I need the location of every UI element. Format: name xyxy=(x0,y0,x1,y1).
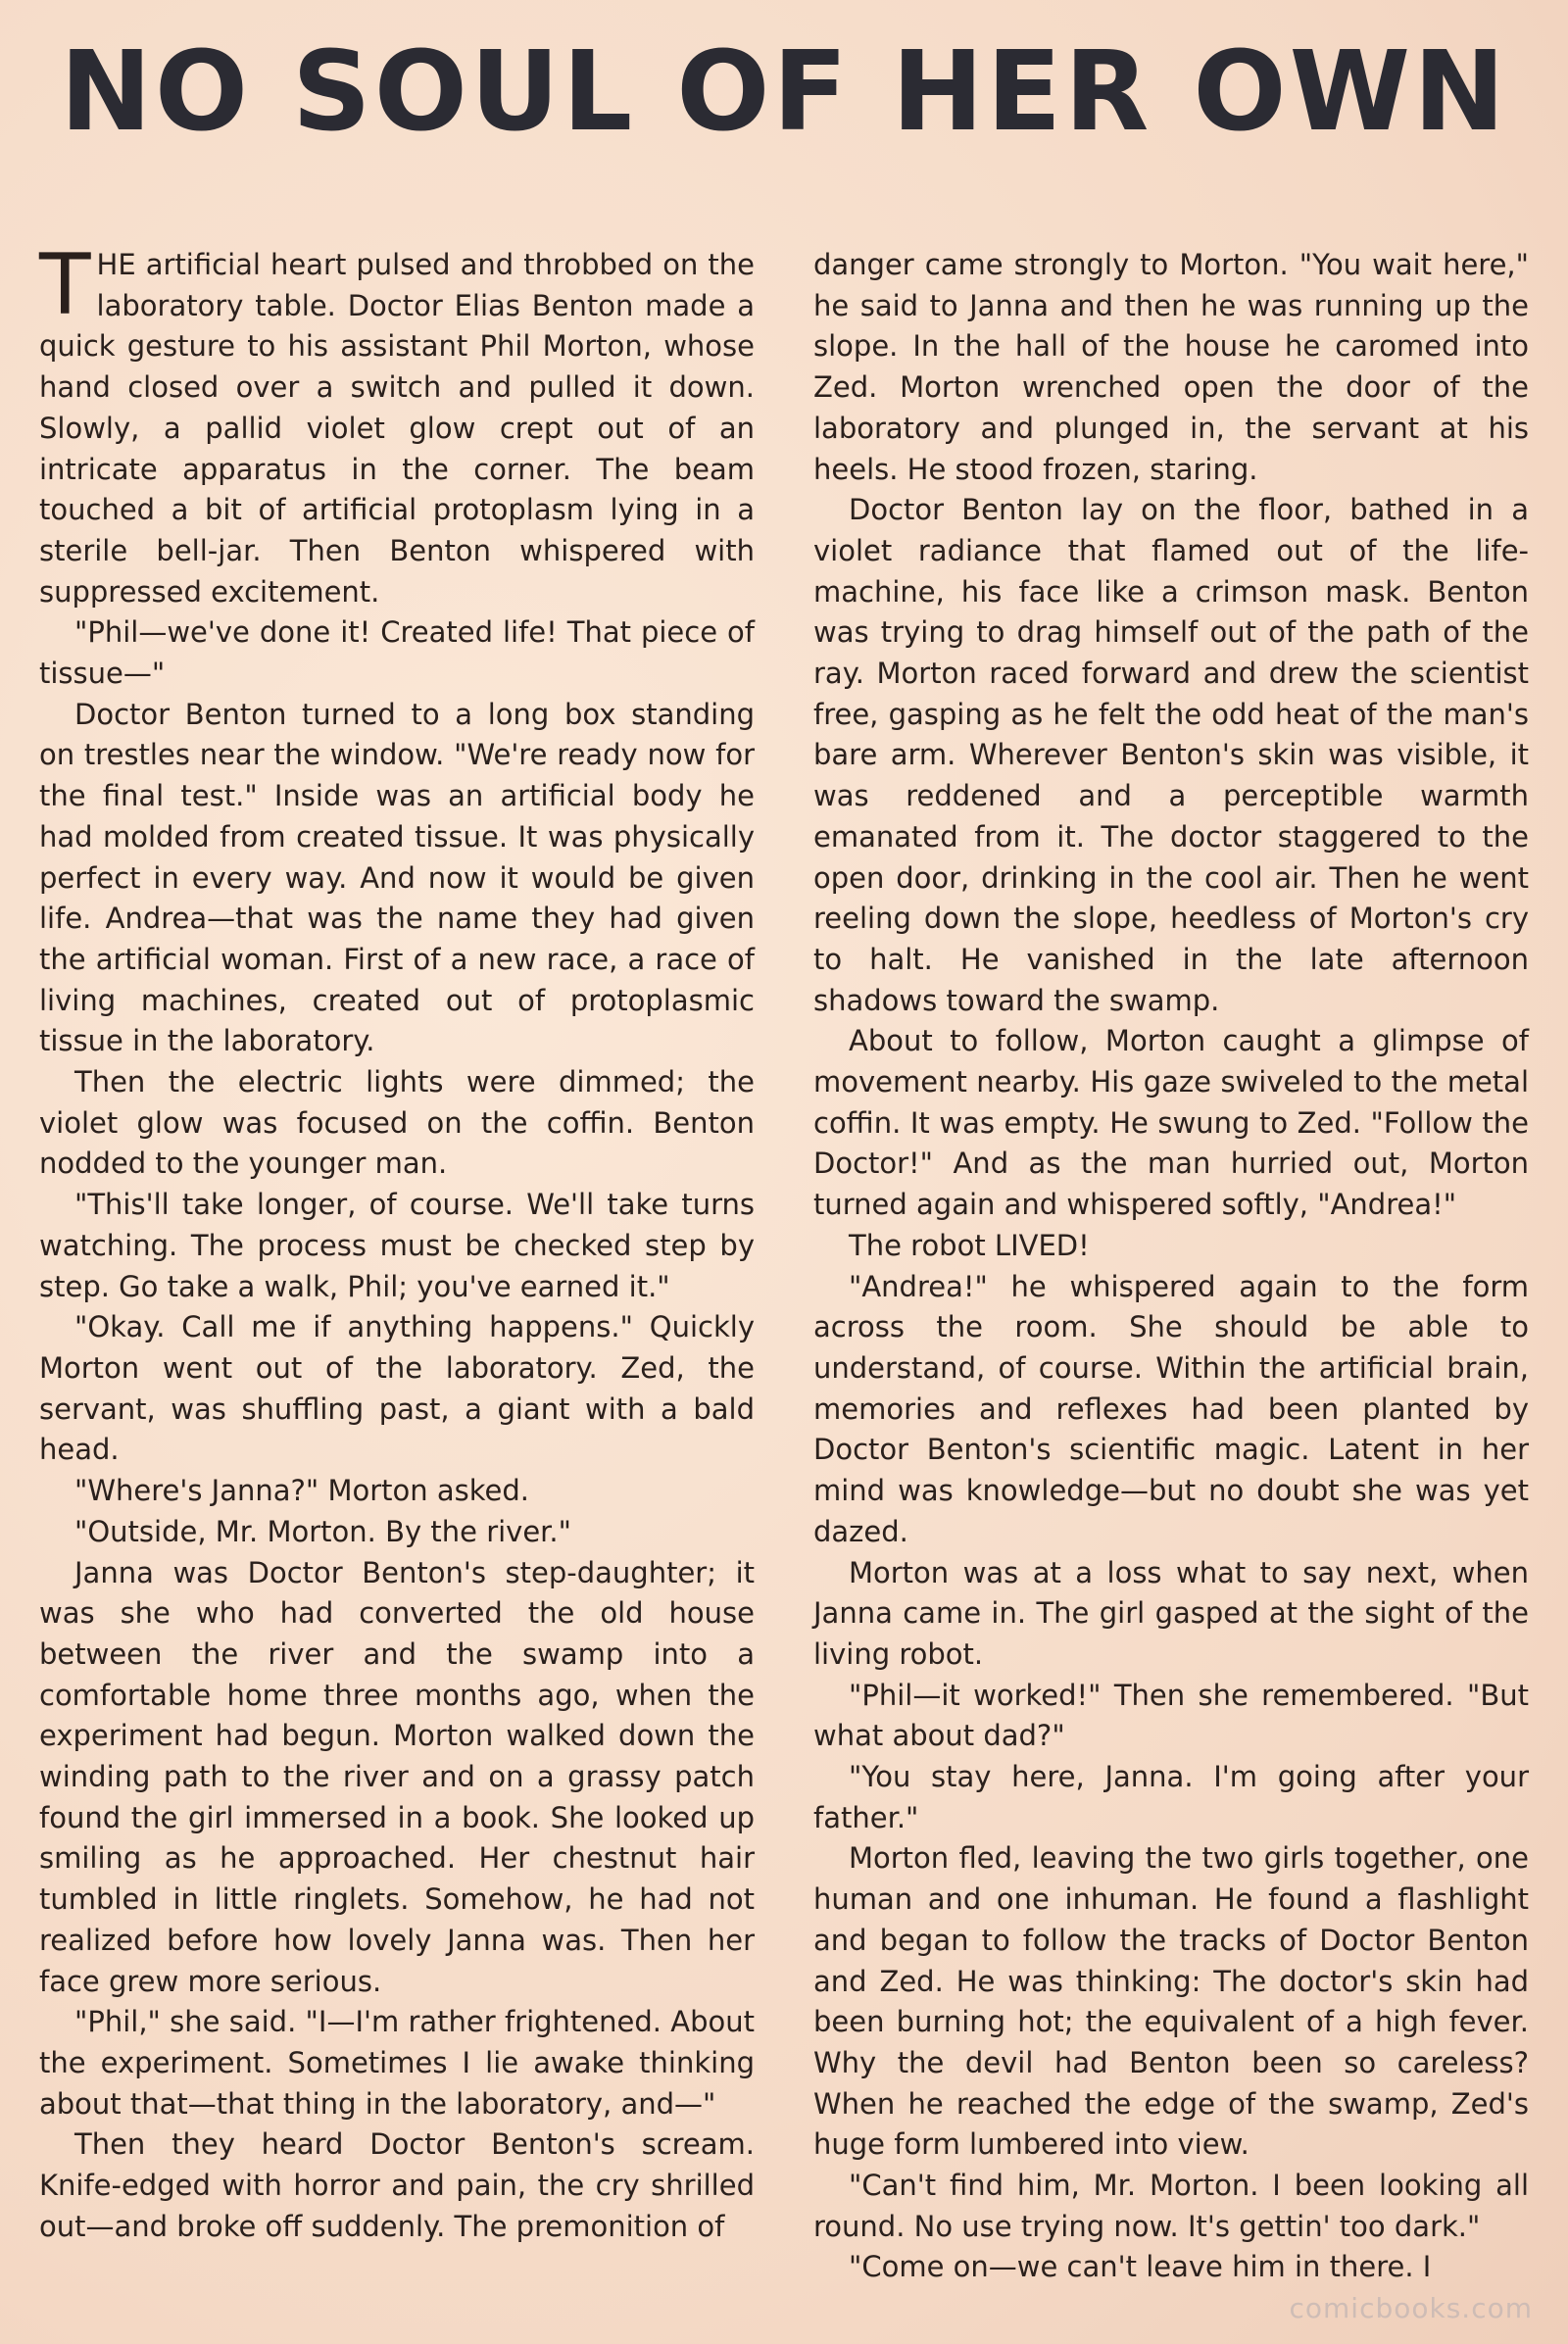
paragraph: "Phil," she said. "I—I'm rather frightened. About the experiment. Sometimes I lie awake thinking about that—that thing in the laboratory, and—" xyxy=(39,2005,755,2121)
paragraph xyxy=(39,236,755,612)
paragraph-text: HE artificial heart pulsed and throbbed on the laboratory table. Doctor Elias Benton made a quick gesture to his assistant Phil Morton, whose hand closed over a switch and pulled it down. Slowly, a pallid violet glow crept out of an intricate apparatus in the corner. The beam touched a bit of artificial protoplasm lying in a sterile bell-jar. Then Benton whispered with suppressed excitement. xyxy=(39,248,755,609)
paragraph: The robot LIVED! xyxy=(849,1228,1090,1262)
watermark: comicbooks.com xyxy=(1289,2292,1533,2324)
paragraph: About to follow, Morton caught a glimpse of movement nearby. His gaze swiveled to the metal coffin. It was empty. He swung to Zed. "Follow the Doctor!" And as the man hurried out, Morton turned again and whispered softly, "Andrea!" xyxy=(813,1024,1529,1222)
paragraph: "Can't find him, Mr. Morton. I been looking all round. No use trying now. It's gettin' too dark." xyxy=(813,2169,1529,2243)
paragraph: Janna was Doctor Benton's step-daughter; it was she who had converted the old house between the river and the swamp into a comfortable home three months ago, when the experiment had begun. Morton walked down the winding path to the river and on a grassy patch found the girl immersed in a book. She looked up smiling as he approached. Her chestnut hair tumbled in little ringlets. Somehow, he had not realized before how lovely Janna was. Then her face grew more serious. xyxy=(39,1555,755,1998)
paragraph: "Phil—we've done it! Created life! That piece of tissue—" xyxy=(39,615,755,691)
right-column xyxy=(813,245,1529,2288)
paragraph: Morton was at a loss what to say next, when Janna came in. The girl gasped at the sight of the living robot. xyxy=(813,1555,1529,1671)
paragraph: "This'll take longer, of course. We'll take turns watching. The process must be checked step by step. Go take a walk, Phil; you've earned it." xyxy=(39,1188,755,1303)
paragraph: Morton fled, leaving the two girls together, one human and one inhuman. He found a flashlight and began to follow the tracks of Doctor Benton and Zed. He was thinking: The doctor's skin had been burning hot; the equivalent of a high fever. Why the devil had Benton been so careless? When he reached the edge of the swamp, Zed's huge form lumbered into view. xyxy=(813,1841,1529,2162)
paragraph: Then they heard Doctor Benton's scream. Knife-edged with horror and pain, the cry shrilled out—and broke off suddenly. The premonition of xyxy=(39,2127,755,2243)
paragraph: "Come on—we can't leave him in there. I xyxy=(849,2250,1432,2284)
paragraph: danger came strongly to Morton. "You wait here," he said to Janna and then he was running up the slope. In the hall of the house he caromed into Zed. Morton wrenched open the door of the laboratory and plunged in, the servant at his heels. He stood frozen, staring. xyxy=(813,248,1529,486)
paragraph: Doctor Benton lay on the floor, bathed in a violet radiance that flamed out of the life-machine, his face like a crimson mask. Benton was trying to drag himself out of the path of the ray. Morton raced forward and drew the scientist free, gasping as he felt the odd heat of the man's bare arm. Wherever Benton's skin was visible, it was reddened and a perceptible warmth emanated from it. The doctor staggered to the open door, drinking in the cool air. Then he went reeling down the slope, heedless of Morton's cry to halt. He vanished in the late afternoon shadows toward the swamp. xyxy=(813,493,1529,1017)
left-column xyxy=(39,236,755,2247)
story-title: NO SOUL OF HER OWN xyxy=(60,28,1508,156)
paragraph: "Outside, Mr. Morton. By the river." xyxy=(74,1514,571,1548)
drop-cap: T xyxy=(39,236,91,334)
paragraph: "Andrea!" he whispered again to the form across the room. She should be able to understand, of course. Within the artificial brain, memories and reflexes had been planted by Doctor Benton's scientific magic. Latent in her mind was knowledge—but no doubt she was yet dazed. xyxy=(813,1269,1529,1548)
paragraph: "Where's Janna?" Morton asked. xyxy=(74,1474,529,1508)
paragraph: "Okay. Call me if anything happens." Quickly Morton went out of the laboratory. Zed, the servant, was shuffling past, a giant with a bald head. xyxy=(39,1310,755,1467)
paragraph: Then the electric lights were dimmed; the violet glow was focused on the coffin. Benton nodded to the younger man. xyxy=(39,1065,755,1181)
paragraph: "You stay here, Janna. I'm going after your father." xyxy=(813,1760,1529,1834)
paragraph: Doctor Benton turned to a long box standing on trestles near the window. "We're ready now for the final test." Inside was an artificial body he had molded from created tissue. It was physically perfect in every way. And now it would be given life. Andrea—that was the name they had given the artificial woman. First of a new race, a race of living machines, created out of protoplasmic tissue in the laboratory. xyxy=(39,697,755,1058)
paragraph: "Phil—it worked!" Then she remembered. "But what about dad?" xyxy=(813,1678,1529,1753)
